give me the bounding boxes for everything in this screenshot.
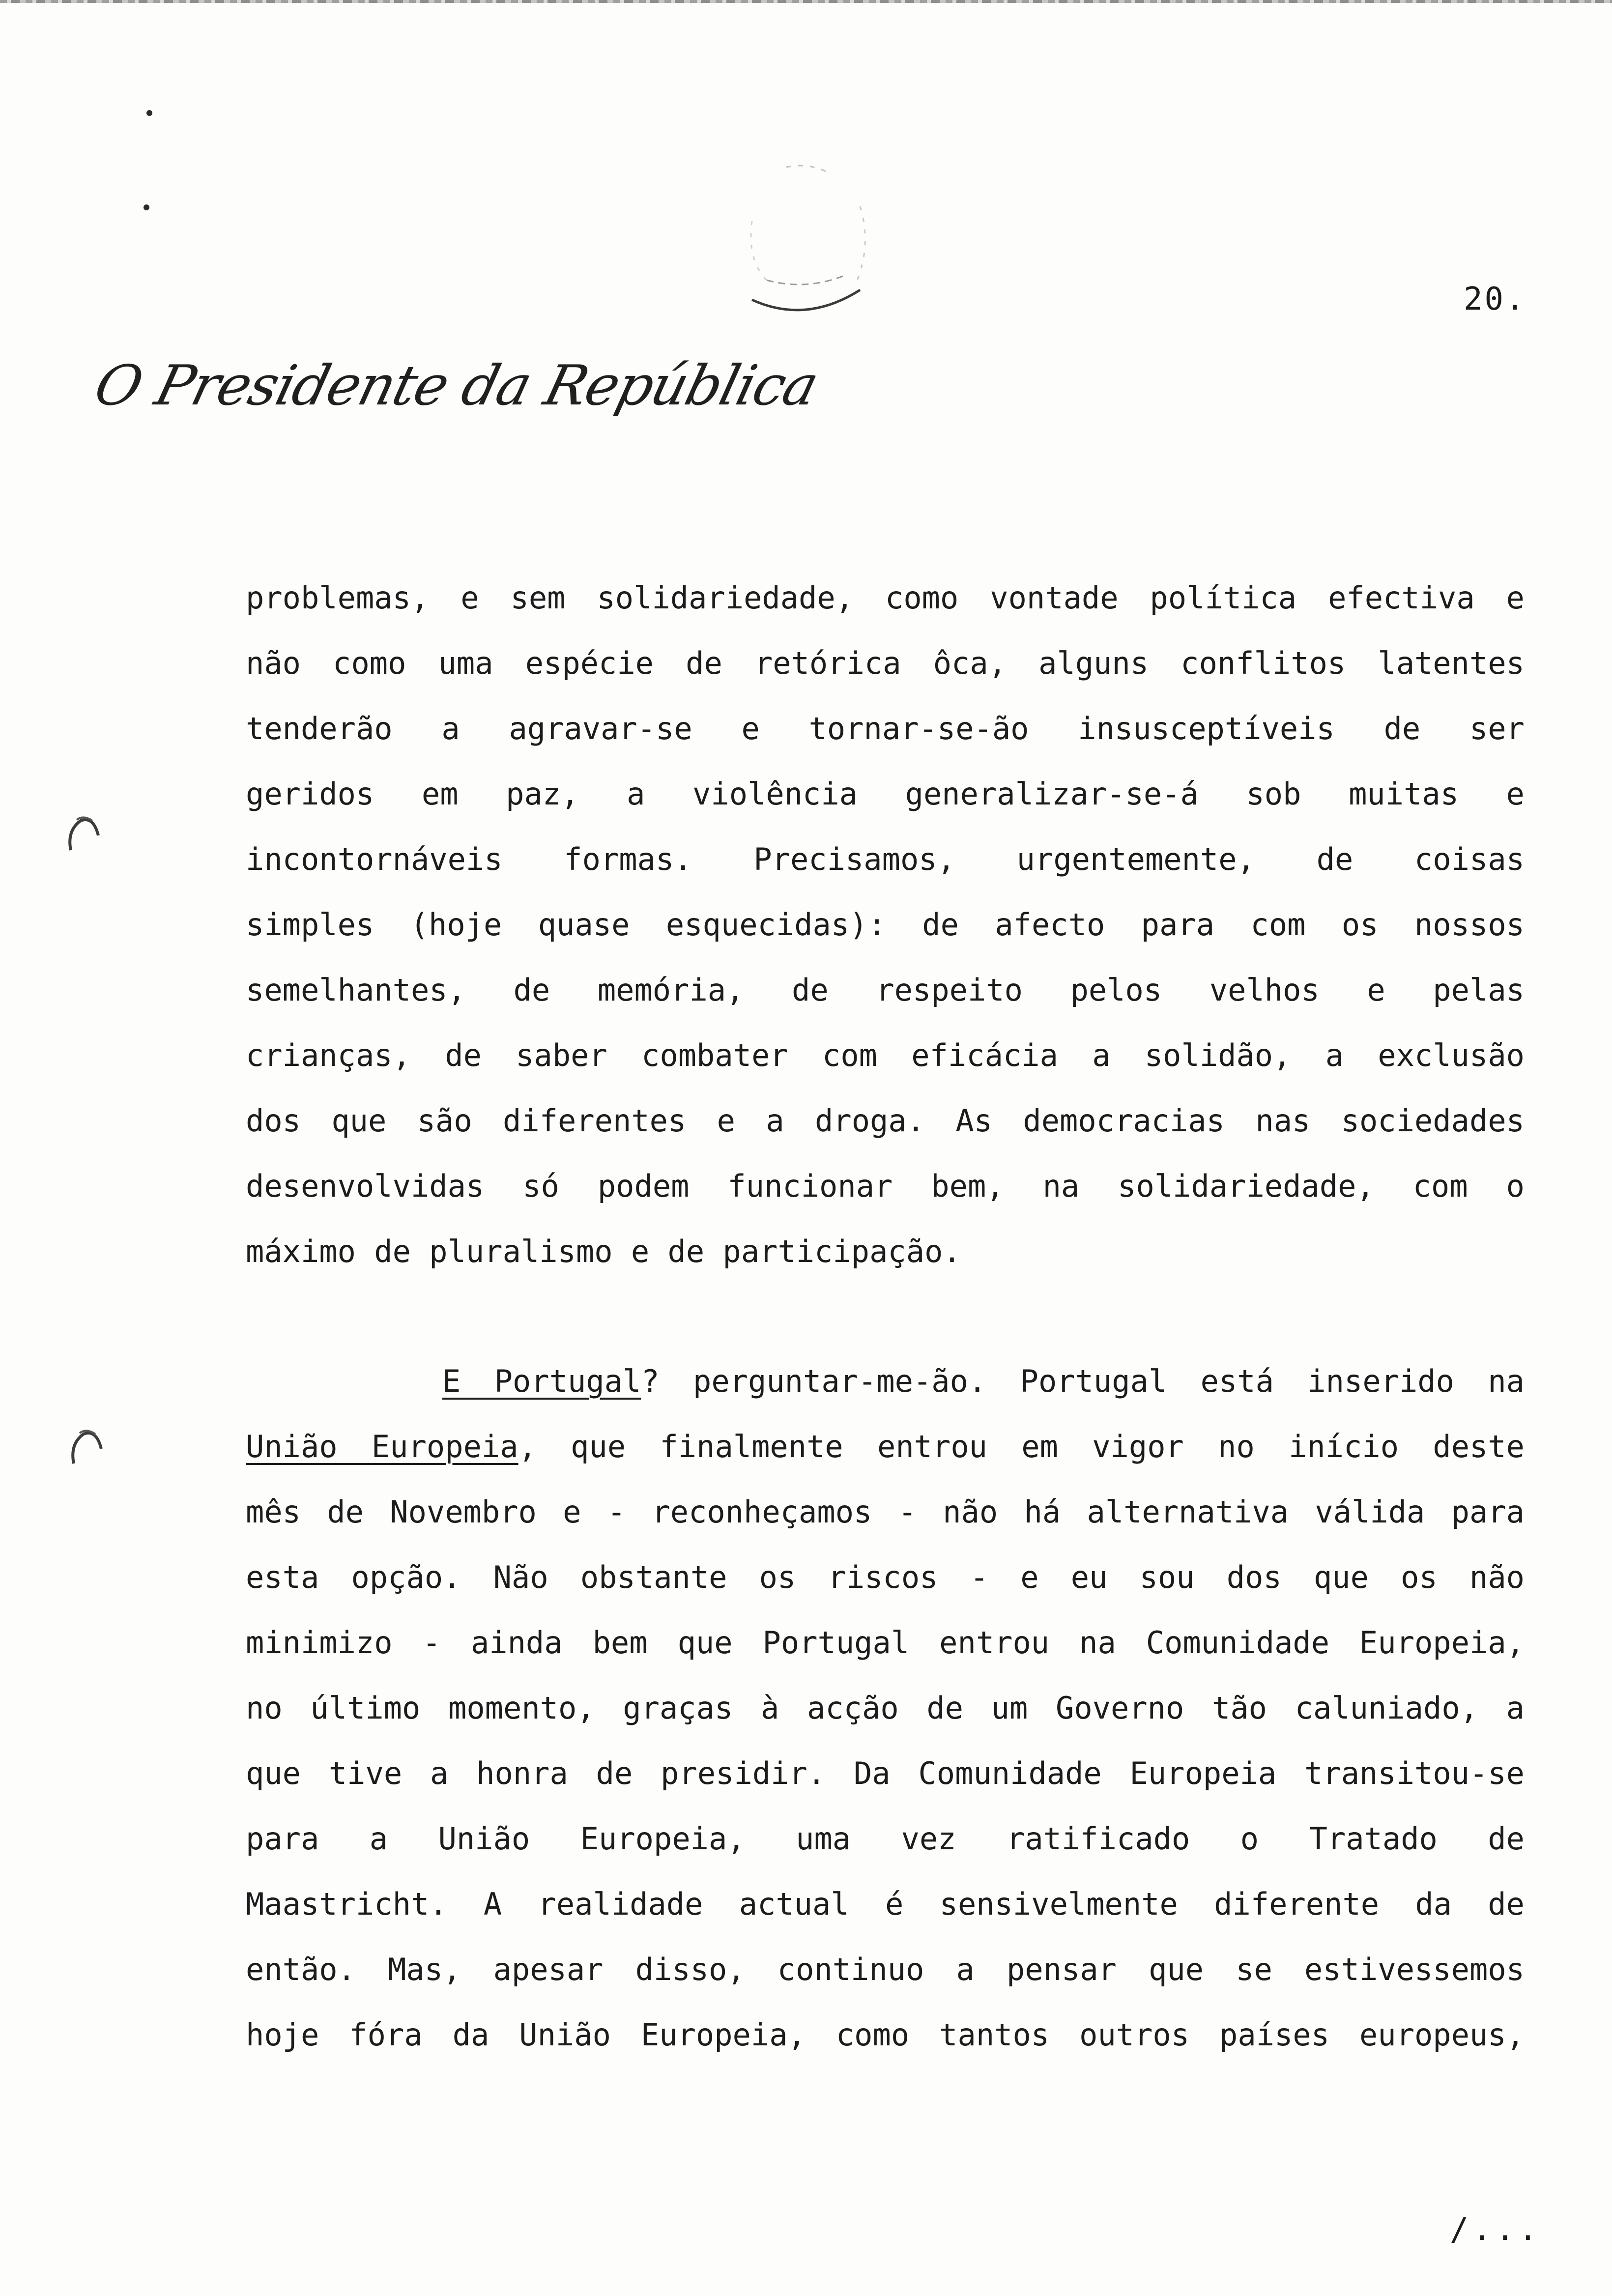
text-line: minimizo - ainda bem que Portugal entrou na Comunidade Europeia, (246, 1625, 1525, 1661)
text-run: ? perguntar-me-ão. Portugal está inserido na (641, 1363, 1525, 1399)
text-line: máximo de pluralismo e de participação. (246, 1234, 961, 1269)
text-line: incontornáveis formas. Precisamos, urgentemente, de coisas (246, 841, 1525, 877)
page-number: 20. (1464, 281, 1526, 317)
text-line: semelhantes, de memória, de respeito pelos velhos e pelas (246, 972, 1525, 1008)
letterhead (88, 354, 824, 432)
underlined-phrase: União Europeia (246, 1429, 518, 1464)
text-line: mês de Novembro e - reconheçamos - não há alternativa válida para (246, 1494, 1525, 1530)
text-line: crianças, de saber combater com eficácia a solidão, a exclusão (246, 1037, 1525, 1073)
scan-top-edge (0, 0, 1612, 3)
scan-speck (144, 204, 149, 210)
text-line: então. Mas, apesar disso, continuo a pensar que se estivessemos (246, 1952, 1525, 1987)
letterhead-text: O Presidente da República (88, 354, 824, 418)
text-line: tenderão a agravar-se e tornar-se-ão insusceptíveis de ser (246, 711, 1525, 746)
faint-seal-icon (732, 162, 880, 319)
underlined-phrase: E Portugal (442, 1363, 641, 1399)
text-line: no último momento, graças à acção de um Governo tão caluniado, a (246, 1690, 1525, 1726)
punch-hole-icon (66, 816, 102, 855)
text-run: , que finalmente entrou em vigor no início deste (518, 1429, 1525, 1464)
text-line: dos que são diferentes e a droga. As democracias nas sociedades (246, 1103, 1525, 1139)
text-line (246, 1414, 1525, 1479)
text-line: geridos em paz, a violência generalizar-se-á sob muitas e (246, 776, 1525, 812)
scan-speck (146, 110, 152, 116)
paragraph-2 (246, 1349, 1525, 2067)
paragraph-gap (246, 1284, 1525, 1349)
body-text (246, 565, 1525, 2067)
text-line: não como uma espécie de retórica ôca, alguns conflitos latentes (246, 645, 1525, 681)
text-line: que tive a honra de presidir. Da Comunidade Europeia transitou-se (246, 1755, 1525, 1791)
text-line (246, 1349, 1525, 1414)
text-line: esta opção. Não obstante os riscos - e eu sou dos que os não (246, 1559, 1525, 1595)
text-line: desenvolvidas só podem funcionar bem, na solidariedade, com o (246, 1168, 1525, 1204)
text-line: para a União Europeia, uma vez ratificado o Tratado de (246, 1821, 1525, 1857)
text-line: Maastricht. A realidade actual é sensivelmente diferente da de (246, 1886, 1525, 1922)
punch-hole-icon (69, 1429, 105, 1468)
paragraph-1 (246, 565, 1525, 1284)
continuation-mark: /... (1450, 2211, 1542, 2248)
text-line: hoje fóra da União Europeia, como tantos outros países europeus, (246, 2017, 1525, 2053)
text-line: simples (hoje quase esquecidas): de afecto para com os nossos (246, 907, 1525, 943)
text-line: problemas, e sem solidariedade, como vontade política efectiva e (246, 580, 1525, 616)
